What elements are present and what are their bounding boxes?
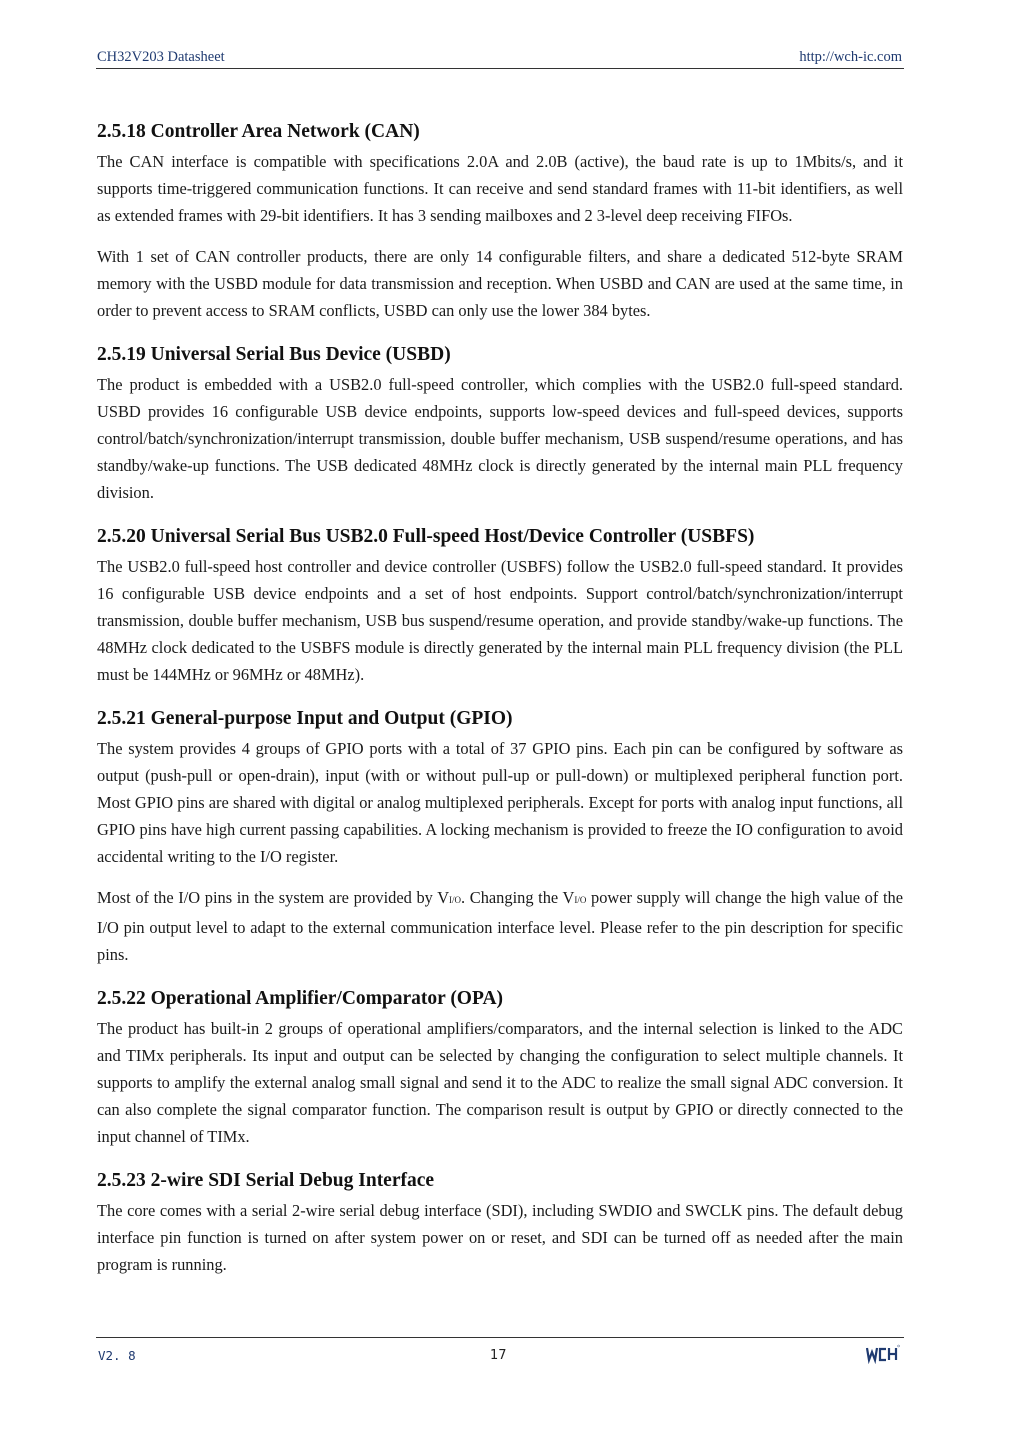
page-content xyxy=(97,118,903,1278)
paragraph-gpio-2-part-c: power supply will change the high value of the I/O pin output level to adapt to the external communication interface level. Please refer to the pin description for specific pins. xyxy=(97,888,903,964)
section-title-usbd: 2.5.19 Universal Serial Bus Device (USBD) xyxy=(97,344,451,365)
paragraph-opa-1: The product has built-in 2 groups of operational amplifiers/comparators, and the internal selection is linked to the ADC and TIMx peripherals. Its input and output can be selected by changing the configuration to select multiple channels. It supports to amplify the external analog small signal and send it to the ADC to realize the small signal ADC conversion. It can also complete the signal comparator function. The comparison result is output by GPIO or directly connected to the input channel of TIMx. xyxy=(97,1019,903,1146)
section-gpio xyxy=(97,705,903,968)
header-url[interactable]: http://wch-ic.com xyxy=(799,49,902,65)
page-number: 17 xyxy=(490,1348,507,1363)
page-footer xyxy=(96,1337,904,1368)
version-label: V2. 8 xyxy=(98,1348,136,1363)
section-can xyxy=(97,118,903,324)
paragraph-gpio-2-part-b: . Changing the V xyxy=(461,888,575,907)
section-usbfs xyxy=(97,523,903,688)
section-usbd xyxy=(97,341,903,506)
paragraph-can-2: With 1 set of CAN controller products, there are only 14 configurable filters, and share a dedicated 512-byte SRAM memory with the USBD module for data transmission and reception. When USBD and CAN are used at the same time, in order to prevent access to SRAM conflicts, USBD can only use the lower 384 bytes. xyxy=(97,247,903,320)
paragraph-usbfs-1: The USB2.0 full-speed host controller and device controller (USBFS) follow the USB2.0 full-speed standard. It provides 16 configurable USB device endpoints and a set of host endpoints. Support control/batch/synchronization/interrupt transmission, double buffer mechanism, USB bus suspend/resume operation, and provide standby/wake-up functions. The 48MHz clock dedicated to the USBFS module is directly generated by the internal main PLL frequency division (the PLL must be 144MHz or 96MHz or 48MHz). xyxy=(97,557,903,684)
section-title-gpio: 2.5.21 General-purpose Input and Output (GPIO) xyxy=(97,708,513,729)
section-opa xyxy=(97,985,903,1150)
paragraph-gpio-2-part-a: Most of the I/O pins in the system are provided by V xyxy=(97,888,450,907)
section-title-sdi: 2.5.23 2-wire SDI Serial Debug Interface xyxy=(97,1170,435,1191)
section-sdi xyxy=(97,1167,903,1278)
paragraph-sdi-1: The core comes with a serial 2-wire serial debug interface (SDI), including SWDIO and SWCLK pins. The default debug interface pin function is turned on after system power on or reset, and SDI can be turned off as needed after the main program is running. xyxy=(97,1201,903,1274)
paragraph-gpio-1: The system provides 4 groups of GPIO ports with a total of 37 GPIO pins. Each pin can be configured by software as output (push-pull or open-drain), input (with or without pull-up or pull-down) or multiplexed peripheral function port. Most GPIO pins are shared with digital or analog multiplexed peripherals. Except for ports with analog input functions, all GPIO pins have high current passing capabilities. A locking mechanism is provided to freeze the IO configuration to avoid accidental writing to the I/O register. xyxy=(97,739,903,866)
page-header xyxy=(96,48,904,69)
section-title-can: 2.5.18 Controller Area Network (CAN) xyxy=(97,121,420,142)
paragraph-gpio-2 xyxy=(97,884,903,968)
wch-logo-icon xyxy=(866,1344,900,1364)
vio-subscript-1: I/O xyxy=(449,895,462,905)
paragraph-usbd-1: The product is embedded with a USB2.0 full-speed controller, which complies with the USB2.0 full-speed standard. USBD provides 16 configurable USB device endpoints, supports low-speed devices and full-speed devices, supports control/batch/synchronization/interrupt transmission, double buffer mechanism, USB suspend/resume operations, and has standby/wake-up functions. The USB dedicated 48MHz clock is directly generated by the internal main PLL frequency division. xyxy=(97,375,903,502)
vio-subscript-2: I/O xyxy=(574,895,587,905)
section-title-opa: 2.5.22 Operational Amplifier/Comparator (OPA) xyxy=(97,988,504,1009)
paragraph-can-1: The CAN interface is compatible with specifications 2.0A and 2.0B (active), the baud rate is up to 1Mbits/s, and it supports time-triggered communication functions. It can receive and send standard frames with 11-bit identifiers, as well as extended frames with 29-bit identifiers. It has 3 sending mailboxes and 2 3-level deep receiving FIFOs. xyxy=(97,152,903,225)
section-title-usbfs: 2.5.20 Universal Serial Bus USB2.0 Full-speed Host/Device Controller (USBFS) xyxy=(97,526,755,547)
document-title: CH32V203 Datasheet xyxy=(97,49,225,65)
